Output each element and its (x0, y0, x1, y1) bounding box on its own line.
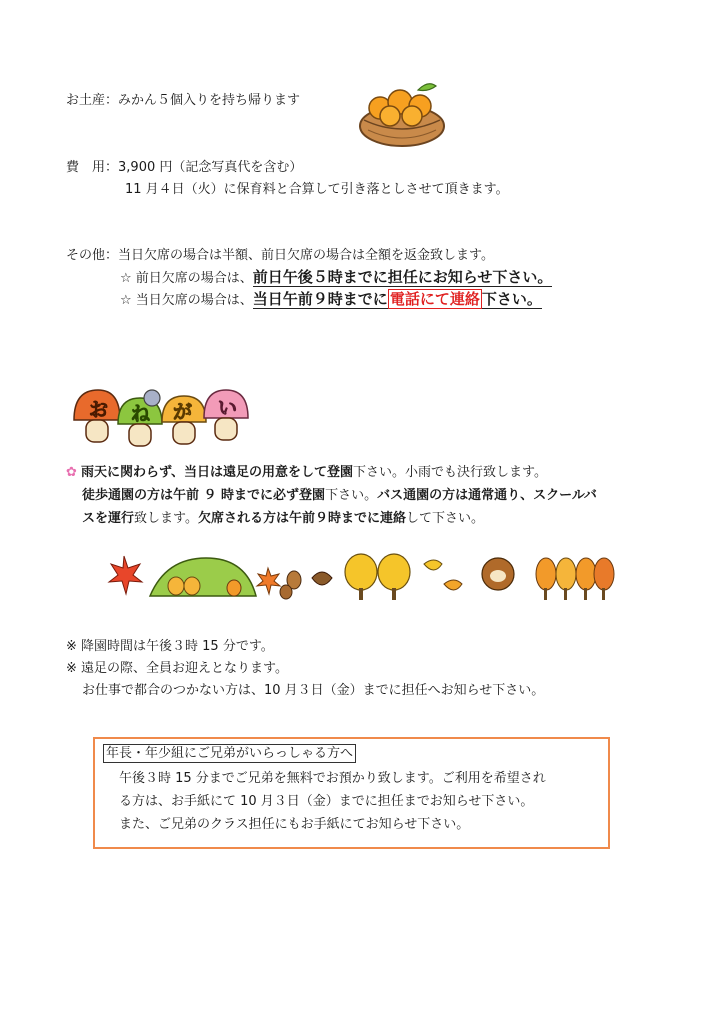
notes-line2: ※ 遠足の際、全員お迎えとなります。 (66, 661, 288, 676)
onegai-line3 (82, 510, 484, 528)
other-label: その他： (66, 248, 119, 263)
fee-label: 費 用： (66, 160, 119, 175)
onegai-mushroom-title (70, 384, 250, 456)
ginkgo-leaf-icon (424, 560, 442, 570)
chestnut-icon (312, 572, 332, 585)
autumn-decoration-strip (106, 548, 616, 604)
ginkgo-tree-icon (168, 577, 184, 595)
fee-row (66, 159, 302, 177)
ginkgo-tree-icon (227, 580, 241, 596)
other-star1-prefix: ☆ 前日欠席の場合は、 (120, 271, 253, 286)
notes-line1: ※ 降園時間は午後３時 15 分です。 (66, 639, 274, 654)
onegai-line1-bold: 雨天に関わらず、当日は遠足の用意をして登園 (81, 465, 354, 480)
onegai-line2-bold-b: バス通園の方は通常通り、スクールバ (377, 488, 597, 503)
orange-basket-illustration (356, 78, 448, 148)
maple-leaf-icon (257, 568, 280, 594)
other-row (66, 247, 494, 265)
onegai-char-3: が (173, 401, 193, 423)
other-text: 当日欠席の場合は半額、前日欠席の場合は全額を返金致します。 (118, 248, 494, 263)
other-star1-bold: 前日午後５時までに担任にお知らせ下さい。 (252, 268, 553, 286)
onegai-line2-bold-a: 徒歩通園の方は午前 ９ 時までに必ず登園 (82, 488, 326, 503)
onegai-line3-rest-a: 致します。 (134, 511, 198, 526)
onegai-line3-rest-b: して下さい。 (406, 511, 485, 526)
onegai-line3-bold-a: スを運行 (82, 511, 135, 526)
onegai-line1-rest: 下さい。小雨でも決行致します。 (353, 465, 547, 480)
siblings-notice-box (93, 737, 610, 849)
autumn-tree-icon (556, 558, 576, 590)
other-star2-bold (253, 290, 542, 309)
autumn-tree-icon (536, 558, 556, 590)
onegai-char-1: お (89, 399, 109, 421)
ginkgo-leaf-icon (444, 580, 462, 590)
flower-icon: ✿ (66, 465, 77, 480)
onegai-line2 (82, 487, 597, 505)
maple-leaf-icon (109, 556, 142, 594)
onegai-line2-rest-a: 下さい。 (325, 488, 378, 503)
ginkgo-tree-icon (184, 577, 200, 595)
onegai-char-4: い (218, 397, 238, 419)
siblings-notice-line2: る方は、お手紙にて 10 月３日（金）までに担任までお知らせ下さい。 (119, 794, 534, 809)
onegai-line3-bold-b: 欠席される方は午前９時までに連絡 (197, 511, 406, 526)
autumn-tree-icon (576, 558, 596, 590)
autumn-tree-icon (594, 558, 614, 590)
souvenir-label: お土産： (66, 93, 119, 108)
siblings-notice-line3: また、ご兄弟のクラス担任にもお手紙にてお知らせ下さい。 (119, 817, 470, 832)
onegai-char-2: ね (131, 403, 151, 425)
other-star2-prefix: ☆ 当日欠席の場合は、 (120, 293, 253, 308)
fee-note: 11 月４日（火）に保育料と合算して引き落としさせて頂きます。 (125, 182, 509, 197)
acorn-icon (280, 585, 292, 599)
other-star2-bold-b: 下さい。 (481, 290, 542, 308)
notes-line3: お仕事で都合のつかない方は、10 月３日（金）までに担任へお知らせ下さい。 (82, 683, 545, 698)
onegai-line1 (66, 464, 547, 482)
other-star1 (120, 268, 552, 288)
souvenir-text: みかん５個入りを持ち帰ります (118, 93, 301, 108)
other-star2-bold-a: 当日午前９時までに (252, 290, 388, 308)
fee-amount: 3,900 円（記念写真代を含む） (118, 160, 303, 175)
autumn-tree-icon (378, 554, 410, 590)
phone-contact-highlight: 電話にて連絡 (389, 290, 480, 308)
other-star2 (120, 290, 542, 310)
siblings-notice-title: 年長・年少組にご兄弟がいらっしゃる方へ (103, 744, 356, 763)
autumn-tree-icon (345, 554, 377, 590)
siblings-notice-line1: 午後３時 15 分までご兄弟を無料でお預かり致します。ご利用を希望され (119, 771, 546, 786)
souvenir-row (66, 92, 300, 110)
